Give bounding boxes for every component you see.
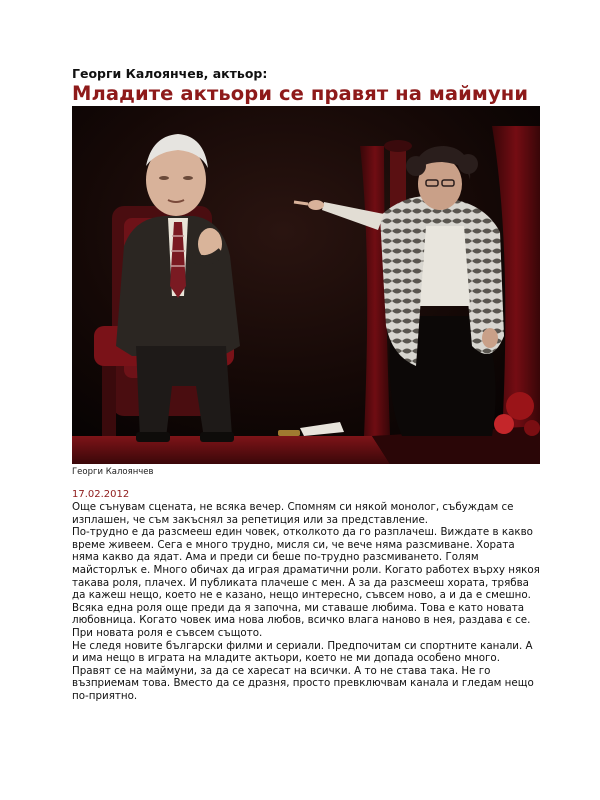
photo-caption: Георги Калоянчев xyxy=(72,467,154,477)
article-headline: Младите актьори се правят на маймуни xyxy=(72,82,529,105)
article-paragraph-3: Всяка една роля още преди да я започна, ми ставаше любима. Това е като новата любовница. Когато човек има нова любов, всичко влага наново в нея, раздава є се. При новата роля е съвсем същото. xyxy=(72,601,531,639)
article-photo xyxy=(72,106,540,464)
article-date: 17.02.2012 xyxy=(72,489,130,500)
article-kicker: Георги Калоянчев, актьор: xyxy=(72,66,268,81)
article-paragraph-4: Не следя новите български филми и сериали. Предпочитам си спортните канали. А и има нещо в играта на младите актьори, което не ми допада особено много. Правят се на маймуни, за да се харесат на всички. А то не става така. Не го възприемам това. Вместо да се дразня, просто превключвам канала и гледам нещо по-приятно. xyxy=(72,639,534,702)
article-paragraph-2: По-трудно е да разсмееш един човек, отколкото да го разплачеш. Виждате в какво време живеем. Сега е много трудно, мисля си, че вече няма разсмиване. Хората няма какво да ядат. Ама и преди си беше по-трудно разсмиването. Голям майсторлък е. Много обичах да играя драматични роли. Когато работех върху някоя такава роля, плачех. И публиката плачеше с мен. А за да разсмееш хората, трябва да кажеш нещо, което не е казано, нещо интересно, съвсем ново, а и да е смешно. xyxy=(72,526,540,602)
article-body xyxy=(72,501,542,703)
article xyxy=(72,66,542,703)
article-paragraph-1: Още сънувам сцената, не всяка вечер. Спомням си някой монолог, събуждам се изплашен, че съм закъснял за репетиция или за представление. xyxy=(72,501,514,526)
